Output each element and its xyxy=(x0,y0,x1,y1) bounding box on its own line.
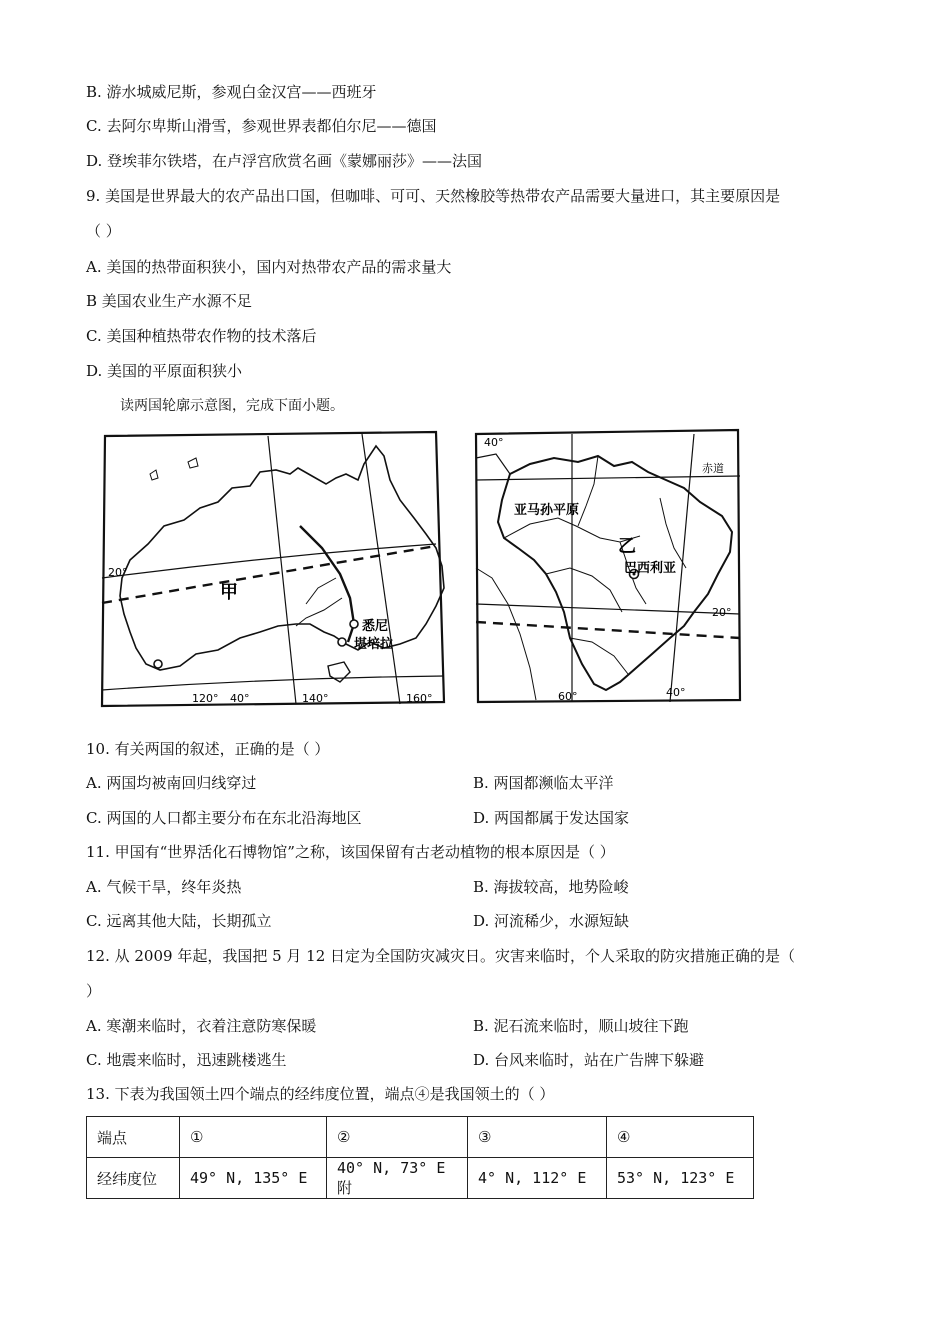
label-brasilia: 巴西利亚 xyxy=(624,561,677,576)
label-lon-40-left: 40° xyxy=(230,692,250,705)
table-cell: ① xyxy=(180,1117,327,1158)
table-cell: 53° N, 123° E xyxy=(607,1158,754,1199)
q10-option-d: D. 两国都属于发达国家 xyxy=(473,809,630,827)
label-lat-20-right: 20° xyxy=(712,606,732,619)
sydney-marker xyxy=(350,620,358,628)
q10-stem: 10. 有关两国的叙述，正确的是（ ） xyxy=(86,740,330,758)
q11-stem: 11. 甲国有“世界活化石博物馆”之称，该国保留有古老动植物的根本原因是（ ） xyxy=(86,843,615,861)
endpoints-table xyxy=(86,1116,754,1199)
label-amazon-plain: 亚马孙平原 xyxy=(514,503,580,518)
q12-paren: ） xyxy=(86,982,102,1000)
q11-option-c: C. 远离其他大陆，长期孤立 xyxy=(86,912,272,930)
q8-option-c: C. 去阿尔卑斯山滑雪，参观世界表都伯尔尼——德国 xyxy=(86,117,437,135)
label-sydney: 悉尼 xyxy=(362,619,389,634)
q12-option-d: D. 台风来临时，站在广告牌下躲避 xyxy=(473,1051,705,1069)
label-lon-120: 120° xyxy=(192,692,219,705)
table-cell: 40° N, 73° E附 xyxy=(327,1158,468,1199)
q10-option-a: A. 两国均被南回归线穿过 xyxy=(86,774,257,792)
table-cell: ② xyxy=(327,1117,468,1158)
map-australia xyxy=(102,432,444,706)
label-canberra: 堪培拉 xyxy=(354,637,394,652)
label-country-yi: 乙 xyxy=(618,536,636,557)
q11-option-b: B. 海拔较高，地势险峻 xyxy=(473,878,629,896)
table-row xyxy=(87,1158,754,1199)
label-lon-40-top: 40° xyxy=(484,436,504,449)
map-brazil xyxy=(476,430,740,703)
q13-stem: 13. 下表为我国领土四个端点的经纬度位置，端点④是我国领土的（ ） xyxy=(86,1085,555,1103)
q12-stem: 12. 从 2009 年起，我国把 5 月 12 日定为全国防灾减灾日。灾害来临时，个人采取的防灾措施正确的是（ xyxy=(86,947,796,965)
q12-option-c: C. 地震来临时，迅速跳楼逃生 xyxy=(86,1051,287,1069)
maps-intro: 读两国轮廓示意图，完成下面小题。 xyxy=(120,398,344,414)
table-cell: ③ xyxy=(468,1117,607,1158)
q9-option-c: C. 美国种植热带农作物的技术落后 xyxy=(86,327,317,345)
label-lon-140: 140° xyxy=(302,692,329,705)
country-outline-maps xyxy=(100,428,750,710)
q8-option-d: D. 登埃菲尔铁塔，在卢浮宫欣赏名画《蒙娜丽莎》——法国 xyxy=(86,152,483,170)
q12-option-b: B. 泥石流来临时，顺山坡往下跑 xyxy=(473,1017,689,1035)
label-equator: 赤道 xyxy=(702,462,724,475)
q9-option-b: B 美国农业生产水源不足 xyxy=(86,292,252,310)
q10-option-b: B. 两国都濒临太平洋 xyxy=(473,774,614,792)
table-cell: 49° N, 135° E xyxy=(180,1158,327,1199)
canberra-marker xyxy=(338,638,346,646)
q8-option-b: B. 游水城威尼斯，参观白金汉宫——西班牙 xyxy=(86,83,377,101)
table-cell: ④ xyxy=(607,1117,754,1158)
q9-option-d: D. 美国的平原面积狭小 xyxy=(86,362,243,380)
q11-option-a: A. 气候干旱，终年炎热 xyxy=(86,878,242,896)
label-lon-60: 60° xyxy=(558,690,578,703)
label-country-jia: 甲 xyxy=(220,582,238,603)
q12-option-a: A. 寒潮来临时，衣着注意防寒保暖 xyxy=(86,1017,317,1035)
q11-option-d: D. 河流稀少，水源短缺 xyxy=(473,912,630,930)
q9-stem: 9. 美国是世界最大的农产品出口国，但咖啡、可可、天然橡胶等热带农产品需要大量进口，其主要原因是 xyxy=(86,187,781,205)
table-cell: 端点 xyxy=(87,1117,180,1158)
q9-paren: （ ） xyxy=(86,222,121,240)
perth-marker xyxy=(154,660,162,668)
label-lon-40-bottom: 40° xyxy=(666,686,686,699)
table-cell: 经纬度位 xyxy=(87,1158,180,1199)
q9-option-a: A. 美国的热带面积狭小，国内对热带农产品的需求量大 xyxy=(86,258,452,276)
table-cell: 4° N, 112° E xyxy=(468,1158,607,1199)
table-header-row xyxy=(87,1117,754,1158)
label-lon-160: 160° xyxy=(406,692,433,705)
label-lat-20-left: 20° xyxy=(108,566,128,579)
q10-option-c: C. 两国的人口都主要分布在东北沿海地区 xyxy=(86,809,362,827)
maps-figure xyxy=(100,428,750,714)
